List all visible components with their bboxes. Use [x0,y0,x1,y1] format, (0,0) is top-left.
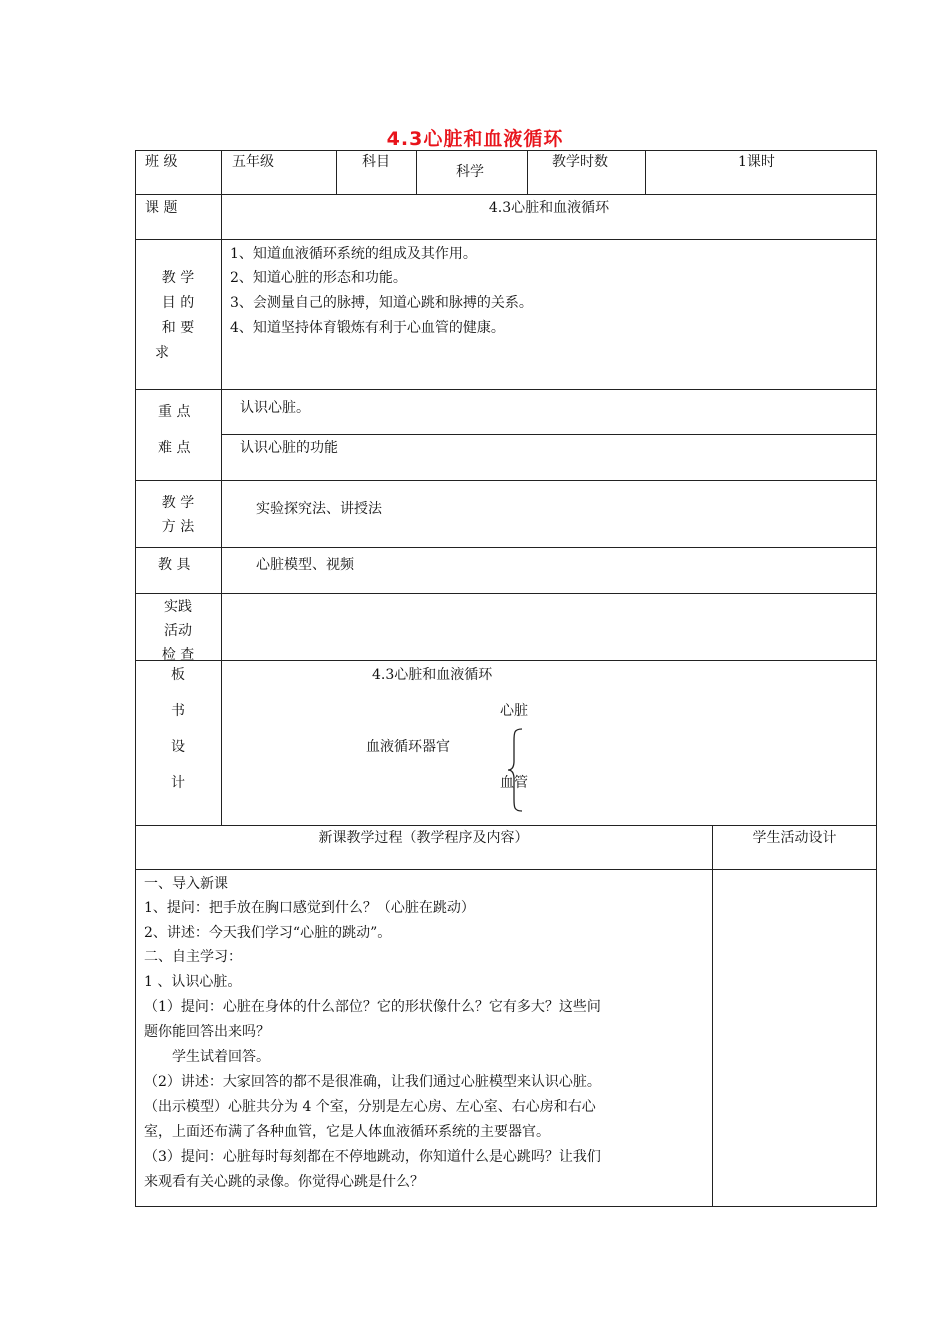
process-line: 一、导入新课 [144,876,228,892]
document-title: 4.3心脏和血液循环 [386,128,564,150]
board-branch: 心脏 [500,703,528,719]
process-line: 学生试着回答。 [144,1049,270,1065]
practice-label-line: 活动 [164,623,192,639]
method-label-line: 方 法 [161,519,195,535]
objectives-label-line: 求 [155,345,169,361]
tools-value: 心脏模型、视频 [256,557,354,573]
key-point-value: 认识心脏。 [240,400,310,416]
tools-label: 教 具 [158,557,191,573]
practice-label-line: 检 查 [161,647,195,660]
process-line: 1 、认识心脏。 [144,974,242,990]
key-point-label: 重 点 [158,404,191,420]
board-label-char: 计 [171,775,185,791]
objectives-label-line: 和 要 [161,320,195,336]
board-branch: 血管 [500,775,528,791]
process-line: 2、讲述：今天我们学习“心脏的跳动”。 [144,925,392,941]
process-header-left: 新课教学过程（教学程序及内容） [318,830,529,846]
method-value: 实验探究法、讲授法 [256,501,382,517]
board-root: 血液循环器官 [366,739,450,755]
practice-label [135,594,221,660]
process-line: （2）讲述：大家回答的都不是很准确，让我们通过心脏模型来认识心脏。 [144,1074,601,1090]
process-line: 1、提问：把手放在胸口感觉到什么？（心脏在跳动） [144,900,475,916]
process-line: （3）提问：心脏每时每刻都在不停地跳动，你知道什么是心跳吗？让我们 [144,1149,601,1165]
board-label-char: 设 [171,739,185,755]
subject-label: 科目 [362,154,390,170]
process-line: 室，上面还布满了各种血管，它是人体血液循环系统的主要器官。 [144,1124,550,1140]
objective-item: 2、知道心脏的形态和功能。 [230,270,407,286]
board-label-char: 板 [171,667,185,683]
method-label-line: 教 学 [161,495,195,511]
class-label: 班 级 [145,154,178,170]
board-title: 4.3心脏和血液循环 [372,667,493,683]
process-line: （1）提问：心脏在身体的什么部位？它的形状像什么？它有多大？这些问 [144,999,601,1015]
objective-item: 3、会测量自己的脉搏，知道心跳和脉搏的关系。 [230,295,533,311]
objectives-label-line: 目 的 [161,295,195,311]
objectives-label-line: 教 学 [161,270,195,286]
class-value: 五年级 [232,154,274,170]
process-header-right: 学生活动设计 [752,830,837,846]
objective-item: 1、知道血液循环系统的组成及其作用。 [230,246,477,262]
process-line: 来观看有关心跳的录像。你觉得心跳是什么？ [144,1174,424,1190]
board-label-char: 书 [171,703,185,719]
objective-item: 4、知道坚持体育锻炼有利于心血管的健康。 [230,320,505,336]
curly-brace-icon [506,727,524,813]
subject-value: 科学 [456,164,484,180]
difficulty-label: 难 点 [158,440,191,456]
topic-label: 课 题 [145,200,178,216]
process-line: 题你能回答出来吗？ [144,1024,270,1040]
process-line: 二、自主学习： [144,949,242,965]
process-line: （出示模型）心脏共分为 4 个室，分别是左心房、左心室、右心房和右心 [144,1099,596,1115]
topic-value: 4.3心脏和血液循环 [488,200,610,216]
hours-value: 1课时 [738,154,775,170]
hours-label: 教学时数 [552,154,608,170]
difficulty-value: 认识心脏的功能 [240,440,338,456]
practice-label-line: 实践 [164,599,192,615]
